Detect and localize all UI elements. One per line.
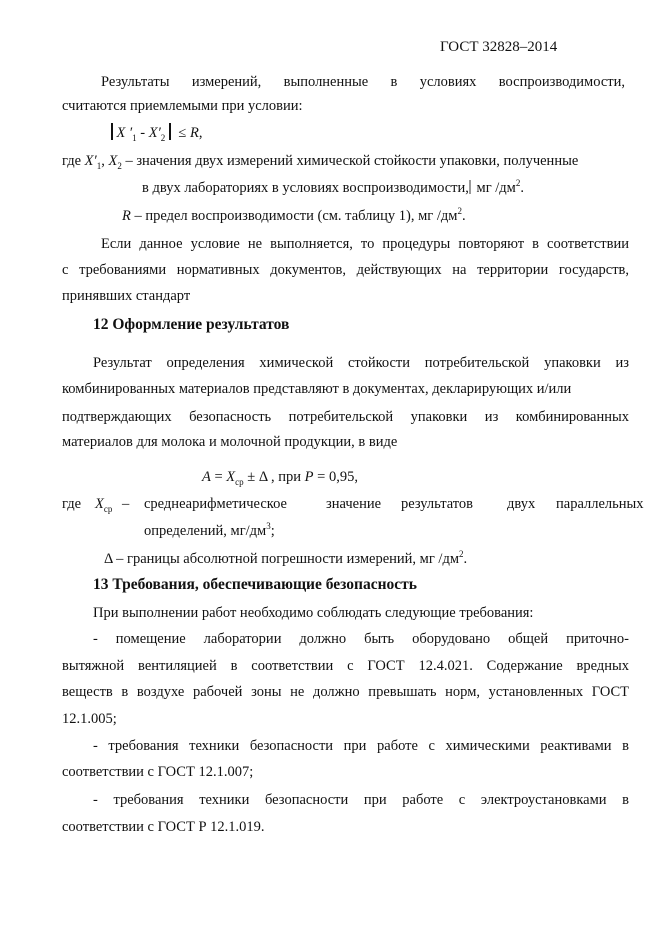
punctuation: ; [270, 523, 275, 539]
probability-value: = 0,95, [313, 469, 358, 485]
requirement-item-line: вытяжной вентиляцией в соответствии с ГОСТ 12.4.021. Содержание вредных [62, 658, 629, 674]
superscript: 2 [515, 178, 521, 189]
document-number: ГОСТ 32828–2014 [440, 39, 558, 55]
punctuation: . [520, 180, 524, 196]
section-12-paragraph-line: Результат определения химической стойкости потребительской упаковки из [93, 355, 629, 371]
result-formula [202, 467, 358, 487]
superscript: 2 [457, 206, 462, 217]
section-12-paragraph-line: подтверждающих безопасность потребительской упаковки из комбинированных [62, 409, 629, 425]
var-x2: X [108, 153, 118, 169]
subscript: 2 [160, 132, 166, 143]
where-x-continuation [142, 178, 524, 198]
requirement-item-line: соответствии с ГОСТ 12.1.007; [62, 764, 254, 780]
where-xcp-var [95, 494, 112, 514]
var-x1: X′ [84, 153, 97, 169]
dash: – [122, 496, 130, 512]
var-x2: X′ [148, 125, 161, 141]
requirement-item-line: - требования техники безопасности при работе с электроустановками в [93, 792, 629, 808]
var-r: R [122, 208, 131, 224]
punctuation: . [461, 208, 466, 224]
continuation-text: определений, мг/дм [144, 523, 267, 539]
where-desc: – предел воспроизводимости (см. таблицу 1), мг /дм [130, 208, 458, 224]
repro-paragraph-line: считаются приемлемыми при условии: [62, 98, 303, 114]
where-xcp-word: среднеарифметическое [144, 496, 287, 512]
where-desc: – границы абсолютной погрешности измерений, мг /дм [112, 551, 460, 567]
superscript: 2 [459, 549, 464, 560]
var-x: X [226, 469, 236, 485]
requirement-item-line: веществ в воздухе рабочей зоны не должно превышать норм, установленных ГОСТ [62, 684, 629, 700]
where-xcp-continuation [144, 521, 275, 541]
section-13-intro: При выполнении работ необходимо соблюдать следующие требования: [93, 605, 534, 621]
text-cursor-mark [469, 180, 471, 194]
superscript: 3 [266, 521, 271, 532]
section-12-heading: 12 Оформление результатов [93, 316, 290, 333]
var-r: R [190, 125, 199, 141]
delta-symbol: Δ [104, 551, 113, 567]
section-12-paragraph-line: материалов для молока и молочной продукции, в виде [62, 434, 398, 450]
where-xcp-word: результатов [401, 496, 474, 512]
abs-bar-left [111, 123, 113, 140]
at-word: при [274, 469, 305, 485]
where-xcp-word: двух [507, 496, 536, 512]
comma: , [101, 153, 109, 169]
where-prefix: где [62, 496, 82, 512]
punctuation: . [463, 551, 468, 567]
subscript: 1 [132, 132, 137, 143]
relation-sign: ≤ [174, 125, 190, 141]
repro-paragraph-line: с требованиями нормативных документов, действующих на территории государств, [62, 262, 629, 278]
punctuation: , [198, 125, 203, 141]
repro-paragraph-line: Результаты измерений, выполненные в условиях воспроизводимости, [101, 74, 625, 90]
where-xcp-word: параллельных [556, 496, 644, 512]
subscript: 1 [96, 160, 102, 171]
requirement-item-line: - помещение лаборатории должно быть оборудовано общей приточно- [93, 631, 629, 647]
continuation-text: в двух лабораториях в условиях воспроизводимости, [142, 180, 469, 196]
plus-minus-delta: ± Δ , [243, 469, 275, 485]
where-x-line [62, 151, 578, 171]
subscript: 2 [117, 160, 122, 171]
repro-paragraph-line: принявших стандарт [62, 288, 191, 304]
where-xcp-prefix [62, 494, 81, 514]
abs-bar-right [169, 123, 171, 140]
var-a: A [202, 469, 211, 485]
where-delta-line [104, 549, 467, 569]
requirement-item-line: соответствии с ГОСТ Р 12.1.019. [62, 819, 265, 835]
minus-sign: - [136, 125, 149, 141]
var-x: X [95, 496, 104, 512]
where-prefix: где [62, 153, 85, 169]
unit: мг /дм [472, 180, 516, 196]
where-desc: – значения двух измерений химической стойкости упаковки, полученные [121, 153, 579, 169]
requirement-item-line: - требования техники безопасности при работе с химическими реактивами в [93, 738, 629, 754]
equals-sign: = [210, 469, 227, 485]
subscript: ср [235, 476, 244, 487]
subscript: ср [103, 503, 113, 514]
repro-condition-formula [107, 123, 202, 143]
requirement-item-line: 12.1.005; [62, 711, 117, 727]
var-p: P [304, 469, 314, 485]
repro-paragraph-line: Если данное условие не выполняется, то процедуры повторяют в соответствии [101, 236, 629, 252]
var-x1: X ′ [116, 125, 133, 141]
section-13-heading: 13 Требования, обеспечивающие безопасность [93, 576, 417, 593]
where-r-line [122, 206, 466, 226]
where-xcp-word: значение [326, 496, 382, 512]
section-12-paragraph-line: комбинированных материалов представляют в документах, декларирующих и/или [62, 381, 572, 397]
